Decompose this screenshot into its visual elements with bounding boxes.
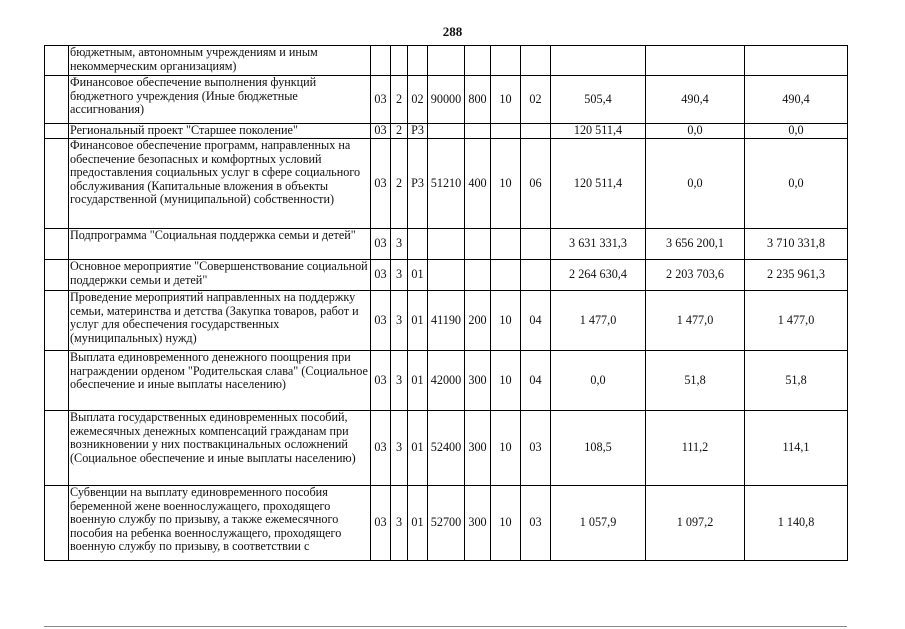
- amount-year-2-cell: 0,0: [646, 124, 745, 139]
- section-code-cell: 10: [491, 139, 521, 229]
- subprogram-code-cell: 2: [391, 139, 408, 229]
- table-row: [45, 260, 848, 291]
- section-code-cell: 10: [491, 351, 521, 411]
- table-row: [45, 411, 848, 486]
- main-activity-code-cell: [408, 46, 428, 76]
- item-name-cell: бюджетным, автономным учреждениям и иным некоммерческим организациям): [69, 46, 371, 76]
- item-name-cell: Финансовое обеспечение выполнения функций бюджетного учреждения (Иные бюджетные ассигнования): [69, 76, 371, 124]
- amount-year-3-cell: 490,4: [745, 76, 848, 124]
- blank-cell: [45, 76, 69, 124]
- expense-type-code-cell: 300: [465, 486, 491, 561]
- expense-type-code-cell: 400: [465, 139, 491, 229]
- item-name-cell: Финансовое обеспечение программ, направленных на обеспечение безопасных и комфортных условий предоставления социальных услуг в сфере социального обслуживания (Капитальные вложения в объекты государственной (муниципальной) собственности): [69, 139, 371, 229]
- program-code-cell: 03: [371, 76, 391, 124]
- section-code-cell: 10: [491, 411, 521, 486]
- amount-year-3-cell: 51,8: [745, 351, 848, 411]
- amount-year-1-cell: 505,4: [551, 76, 646, 124]
- subprogram-code-cell: 3: [391, 351, 408, 411]
- direction-code-cell: [428, 46, 465, 76]
- amount-year-3-cell: 3 710 331,8: [745, 229, 848, 260]
- direction-code-cell: 41190: [428, 291, 465, 351]
- blank-cell: [45, 291, 69, 351]
- item-name-cell: Проведение мероприятий направленных на поддержку семьи, материнства и детства (Закупка товаров, работ и услуг для обеспечения государственных (муниципальных) нужд): [69, 291, 371, 351]
- subprogram-code-cell: 3: [391, 291, 408, 351]
- subsection-code-cell: 03: [521, 486, 551, 561]
- expense-type-code-cell: 200: [465, 291, 491, 351]
- section-code-cell: [491, 124, 521, 139]
- item-name-cell: Выплата государственных единовременных пособий, ежемесячных денежных компенсаций гражданам при возникновении у них поствакцинальных осложнений (Социальное обеспечение и иные выплаты населению): [69, 411, 371, 486]
- expense-type-code-cell: [465, 260, 491, 291]
- item-name-cell: Субвенции на выплату единовременного пособия беременной жене военнослужащего, проходящего военную службу по призыву, а также ежемесячного пособия на ребенка военнослужащего, проходящего военную службу по призыву, в соответствии с: [69, 486, 371, 561]
- subprogram-code-cell: 3: [391, 260, 408, 291]
- blank-cell: [45, 486, 69, 561]
- expense-type-code-cell: [465, 46, 491, 76]
- amount-year-1-cell: 0,0: [551, 351, 646, 411]
- blank-cell: [45, 229, 69, 260]
- section-code-cell: [491, 260, 521, 291]
- main-activity-code-cell: 02: [408, 76, 428, 124]
- program-code-cell: 03: [371, 260, 391, 291]
- section-code-cell: [491, 229, 521, 260]
- subprogram-code-cell: 2: [391, 124, 408, 139]
- main-activity-code-cell: P3: [408, 124, 428, 139]
- amount-year-3-cell: 1 140,8: [745, 486, 848, 561]
- subsection-code-cell: 04: [521, 291, 551, 351]
- program-code-cell: 03: [371, 351, 391, 411]
- blank-cell: [45, 260, 69, 291]
- table-row: [45, 486, 848, 561]
- blank-cell: [45, 411, 69, 486]
- program-code-cell: 03: [371, 139, 391, 229]
- blank-cell: [45, 124, 69, 139]
- direction-code-cell: 51210: [428, 139, 465, 229]
- amount-year-2-cell: 111,2: [646, 411, 745, 486]
- amount-year-2-cell: [646, 46, 745, 76]
- table-row: [45, 46, 848, 76]
- item-name-cell: Подпрограмма "Социальная поддержка семьи и детей": [69, 229, 371, 260]
- bottom-rule: [44, 626, 847, 627]
- amount-year-1-cell: 120 511,4: [551, 139, 646, 229]
- section-code-cell: [491, 46, 521, 76]
- direction-code-cell: 42000: [428, 351, 465, 411]
- table-row: [45, 291, 848, 351]
- subprogram-code-cell: 3: [391, 229, 408, 260]
- amount-year-3-cell: 2 235 961,3: [745, 260, 848, 291]
- section-code-cell: 10: [491, 291, 521, 351]
- amount-year-2-cell: 490,4: [646, 76, 745, 124]
- main-activity-code-cell: P3: [408, 139, 428, 229]
- blank-cell: [45, 139, 69, 229]
- amount-year-1-cell: 3 631 331,3: [551, 229, 646, 260]
- blank-cell: [45, 46, 69, 76]
- program-code-cell: 03: [371, 124, 391, 139]
- subsection-code-cell: 04: [521, 351, 551, 411]
- amount-year-2-cell: 1 097,2: [646, 486, 745, 561]
- amount-year-2-cell: 3 656 200,1: [646, 229, 745, 260]
- item-name-cell: Выплата единовременного денежного поощрения при награждении орденом "Родительская слава" (Социальное обеспечение и иные выплаты населению): [69, 351, 371, 411]
- blank-cell: [45, 351, 69, 411]
- amount-year-2-cell: 51,8: [646, 351, 745, 411]
- direction-code-cell: 52700: [428, 486, 465, 561]
- expense-type-code-cell: 300: [465, 351, 491, 411]
- amount-year-3-cell: 0,0: [745, 139, 848, 229]
- item-name-cell: Основное мероприятие "Совершенствование социальной поддержки семьи и детей": [69, 260, 371, 291]
- table-row: [45, 124, 848, 139]
- subprogram-code-cell: 3: [391, 411, 408, 486]
- subsection-code-cell: [521, 46, 551, 76]
- amount-year-1-cell: 120 511,4: [551, 124, 646, 139]
- program-code-cell: 03: [371, 229, 391, 260]
- amount-year-3-cell: 1 477,0: [745, 291, 848, 351]
- budget-table: [44, 45, 848, 561]
- amount-year-2-cell: 2 203 703,6: [646, 260, 745, 291]
- main-activity-code-cell: 01: [408, 411, 428, 486]
- amount-year-1-cell: 2 264 630,4: [551, 260, 646, 291]
- program-code-cell: [371, 46, 391, 76]
- section-code-cell: 10: [491, 76, 521, 124]
- subsection-code-cell: 02: [521, 76, 551, 124]
- subsection-code-cell: 06: [521, 139, 551, 229]
- subprogram-code-cell: [391, 46, 408, 76]
- main-activity-code-cell: 01: [408, 351, 428, 411]
- main-activity-code-cell: 01: [408, 486, 428, 561]
- subprogram-code-cell: 3: [391, 486, 408, 561]
- direction-code-cell: 52400: [428, 411, 465, 486]
- amount-year-1-cell: [551, 46, 646, 76]
- table-row: [45, 351, 848, 411]
- item-name-cell: Региональный проект "Старшее поколение": [69, 124, 371, 139]
- subsection-code-cell: 03: [521, 411, 551, 486]
- amount-year-1-cell: 1 057,9: [551, 486, 646, 561]
- table-row: [45, 229, 848, 260]
- amount-year-3-cell: 0,0: [745, 124, 848, 139]
- direction-code-cell: 90000: [428, 76, 465, 124]
- page-number: 288: [442, 24, 463, 39]
- expense-type-code-cell: 800: [465, 76, 491, 124]
- program-code-cell: 03: [371, 411, 391, 486]
- subsection-code-cell: [521, 124, 551, 139]
- subprogram-code-cell: 2: [391, 76, 408, 124]
- expense-type-code-cell: 300: [465, 411, 491, 486]
- amount-year-3-cell: 114,1: [745, 411, 848, 486]
- main-activity-code-cell: 01: [408, 260, 428, 291]
- direction-code-cell: [428, 229, 465, 260]
- expense-type-code-cell: [465, 124, 491, 139]
- program-code-cell: 03: [371, 291, 391, 351]
- table-row: [45, 76, 848, 124]
- expense-type-code-cell: [465, 229, 491, 260]
- amount-year-1-cell: 108,5: [551, 411, 646, 486]
- amount-year-3-cell: [745, 46, 848, 76]
- amount-year-2-cell: 0,0: [646, 139, 745, 229]
- amount-year-1-cell: 1 477,0: [551, 291, 646, 351]
- main-activity-code-cell: [408, 229, 428, 260]
- section-code-cell: 10: [491, 486, 521, 561]
- program-code-cell: 03: [371, 486, 391, 561]
- amount-year-2-cell: 1 477,0: [646, 291, 745, 351]
- subsection-code-cell: [521, 260, 551, 291]
- direction-code-cell: [428, 260, 465, 291]
- direction-code-cell: [428, 124, 465, 139]
- table-row: [45, 139, 848, 229]
- subsection-code-cell: [521, 229, 551, 260]
- main-activity-code-cell: 01: [408, 291, 428, 351]
